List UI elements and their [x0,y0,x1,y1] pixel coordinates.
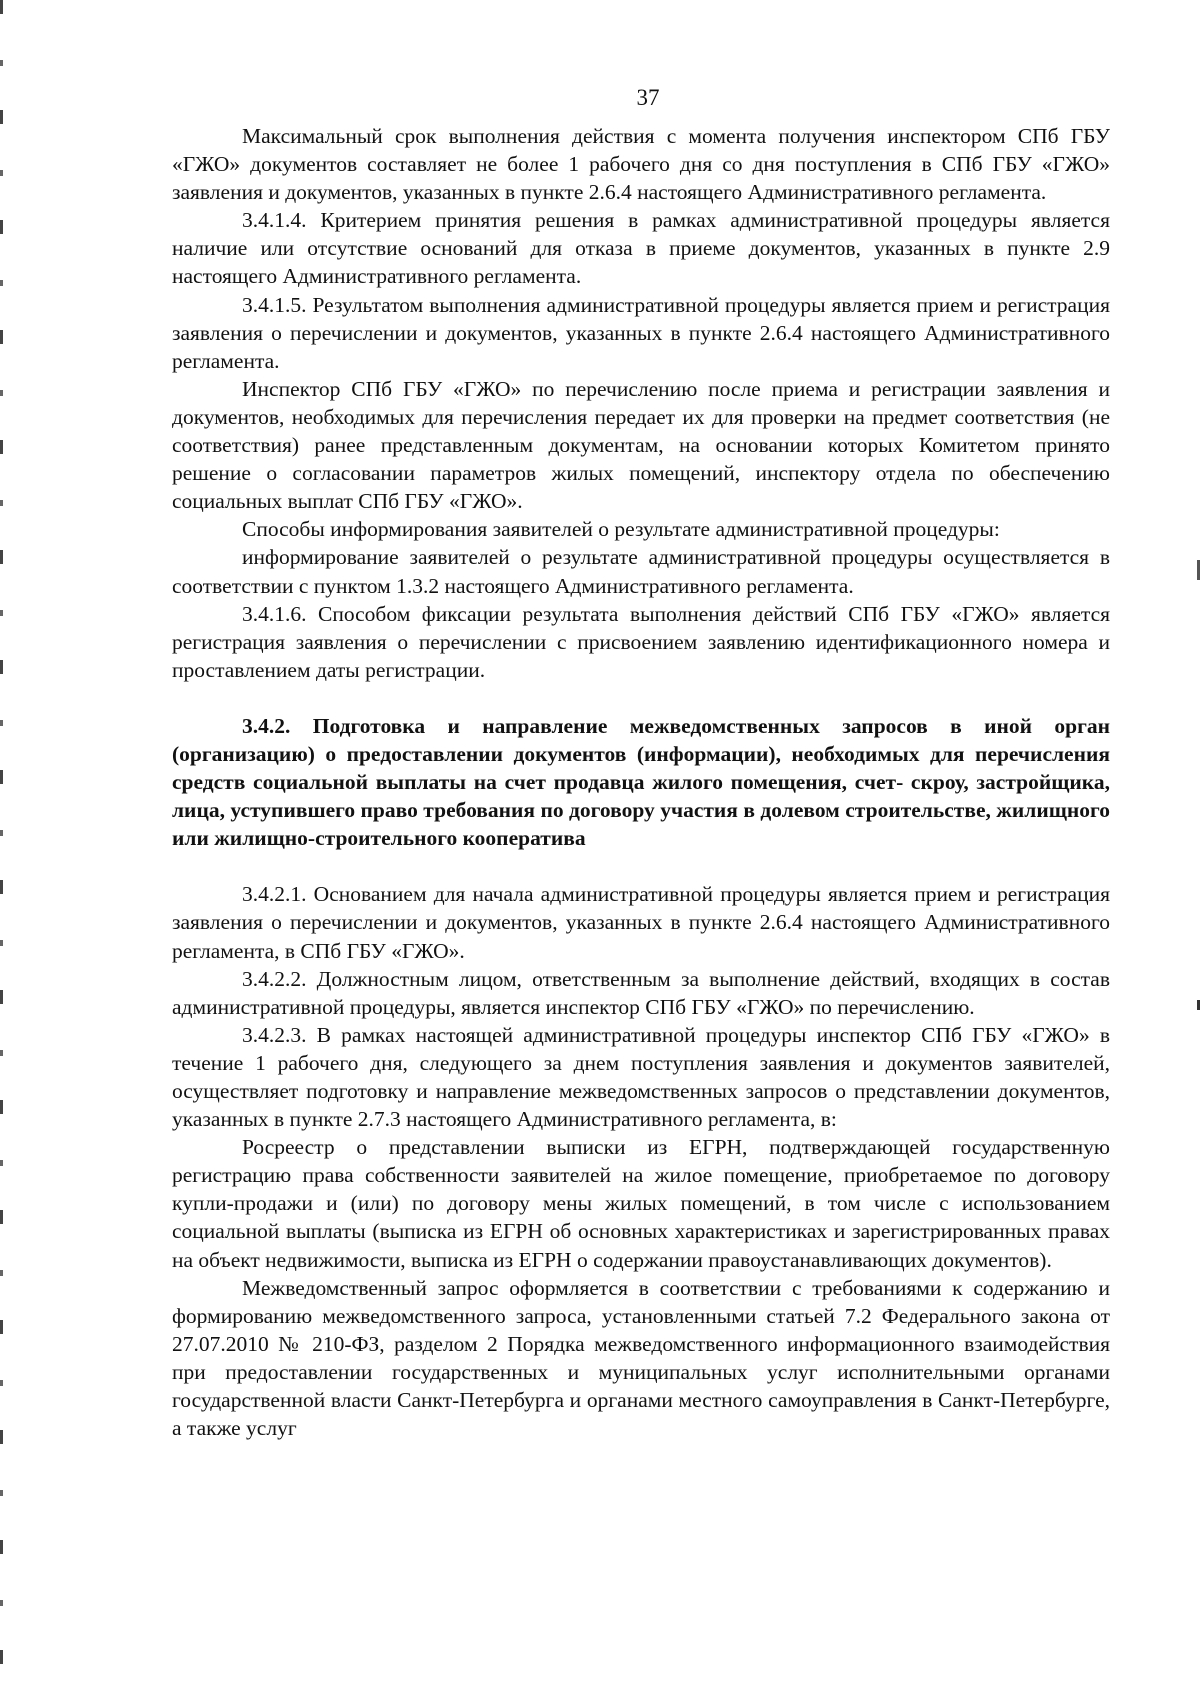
paragraph-3-4-2-1: 3.4.2.1. Основанием для начала административной процедуры является прием и регистрация заявления о перечислении и документов, указанных в пункте 2.6.4 настоящего Административного регламента, в СПб ГБУ «ГЖО». [172,882,1110,963]
paragraph-3-4-2-3: 3.4.2.3. В рамках настоящей административной процедуры инспектор СПб ГБУ «ГЖО» в течение 1 рабочего дня, следующего за днем поступления заявления и документов заявителей, осуществляет подготовку и направление межведомственных запросов о представлении документов, указанных в пункте 2.7.3 настоящего Административного регламента, в: [172,1022,1110,1132]
paragraph-3-4-1-5: 3.4.1.5. Результатом выполнения административной процедуры является прием и регистрация заявления о перечислении и документов, указанных в пункте 2.6.4 настоящего Административного регламента. [172,292,1110,373]
paragraph-interagency-request: Межведомственный запрос оформляется в соответствии с требованиями к содержанию и формированию межведомственного запроса, установленными статьей 7.2 Федерального закона от 27.07.2010 № 210-ФЗ, разделом 2 Порядка межведомственного информационного взаимодействия при предоставлении государственных и муниципальных услуг исполнительными органами государственной власти Санкт-Петербурга и органами местного самоуправления в Санкт-Петербурге, а также услуг [172,1275,1110,1441]
paragraph-3-4-1-6: 3.4.1.6. Способом фиксации результата выполнения действий СПб ГБУ «ГЖО» является регистрация заявления о перечислении с присвоением заявлению идентификационного номера и проставлением даты регистрации. [172,601,1110,682]
paragraph-rosreestr: Росреестр о представлении выписки из ЕГРН, подтверждающей государственную регистрацию права собственности заявителей на жилое помещение, приобретаемое по договору купли-продажи и (или) по договору мены жилых помещений, в том числе с использованием социальной выплаты (выписка из ЕГРН об основных характеристиках и зарегистрированных правах на объект недвижимости, выписка из ЕГРН о содержании правоустанавливающих документов). [172,1135,1110,1272]
page-number: 37 [636,85,660,110]
paragraph-inform-methods: Способы информирования заявителей о результате административной процедуры: [242,517,1000,542]
scan-edge-left [0,0,3,1697]
section-heading-3-4-2: 3.4.2. Подготовка и направление межведомственных запросов в иной орган (организацию) о предоставлении документов (информации), необходимых для перечисления средств социальной выплаты на счет продавца жилого помещения, счет- скроу, застройщика, лица, уступившего право требования по договору участия в долевом строительстве, жилищного или жилищно-строительного кооператива [172,713,1110,851]
paragraph-3-4-1-4: 3.4.1.4. Критерием принятия решения в рамках административной процедуры является наличие или отсутствие оснований для отказа в приеме документов, указанных в пункте 2.9 настоящего Административного регламента. [172,208,1110,289]
paragraph-3-4-2-2: 3.4.2.2. Должностным лицом, ответственным за выполнение действий, входящих в состав административной процедуры, является инспектор СПб ГБУ «ГЖО» по перечислению. [172,966,1110,1019]
paragraph-max-time: Максимальный срок выполнения действия с момента получения инспектором СПб ГБУ «ГЖО» документов составляет не более 1 рабочего дня со дня поступления в СПб ГБУ «ГЖО» заявления и документов, указанных в пункте 2.6.4 настоящего Административного регламента. [172,124,1110,205]
paragraph-inspector: Инспектор СПб ГБУ «ГЖО» по перечислению после приема и регистрации заявления и документов, необходимых для перечисления передает их для проверки на предмет соответствия (не соответствия) ранее представленным документам, на основании которых Комитетом принято решение о согласовании параметров жилых помещений, инспектору отдела по обеспечению социальных выплат СПб ГБУ «ГЖО». [172,376,1110,514]
document-page [172,84,1110,1442]
paragraph-informing: информирование заявителей о результате административной процедуры осуществляется в соответствии с пунктом 1.3.2 настоящего Административного регламента. [172,545,1110,598]
